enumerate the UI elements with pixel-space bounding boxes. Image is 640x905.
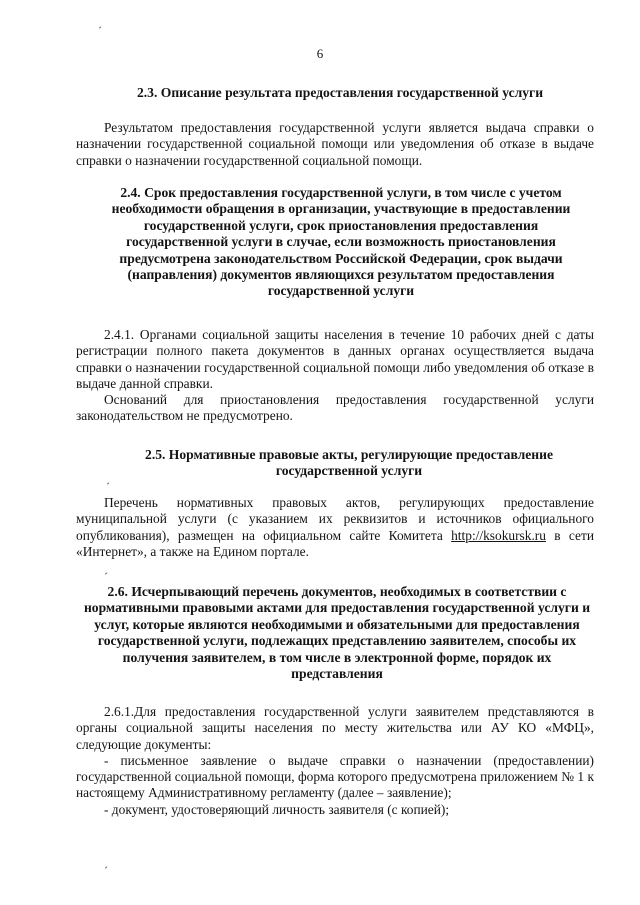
section-2-3-heading: 2.3. Описание результата предоставления государственной услуги [136,85,544,100]
page-number: 6 [316,46,324,61]
section-2-3-text [76,120,594,169]
committee-site-link[interactable]: http://ksokursk.ru [451,527,546,543]
section-2-4-text [76,327,594,425]
section-2-4-1-paragraph: 2.4.1. Органами социальной защиты населения в течение 10 рабочих дней с даты регистрации полного пакета документов в данных органах осуществляется выдача справки о назначении государственной социальной помощи либо уведомления об отказе в выдаче данной справки. [76,327,594,391]
section-2-6-1-paragraph: 2.6.1.Для предоставления государственной услуги заявителем представляются в органы социальной защиты населения по месту жительства или АУ КО «МФЦ», следующие документы: [76,704,594,752]
identity-document-item: - документ, удостоверяющий личность заявителя (с копией); [104,801,450,817]
scan-mark: ˊ [104,570,108,584]
section-2-5-heading: 2.5. Нормативные правовые акты, регулирующие предоставление государственной услуги [145,447,553,479]
section-2-5-text-after-link: в сети «Интернет», а также на Едином портале. [76,527,594,559]
scan-mark: ˊ [98,24,102,38]
section-2-5-text-before-link: Перечень нормативных правовых актов, регулирующих предоставление муниципальной услуги (с указанием их реквизитов и источников официального опубликования), размещен на официальном сайте Комитета [76,495,594,543]
scan-mark: ˊ [106,480,110,494]
scan-mark: ˊ [104,864,108,878]
section-2-3-paragraph: Результатом предоставления государственной услуги является выдача справки о назначении государственной социальной помощи или уведомления об отказе в выдаче справки о назначении государственной социальной помощи. [76,120,594,168]
application-item: - письменное заявление о выдаче справки о назначении (предоставлении) государственной социальной помощи, форма которого предусмотрена приложением № 1 к настоящему Административному регламенту (далее – заявление); [76,752,594,801]
section-2-5-text [76,495,594,560]
section-2-4-heading: 2.4. Срок предоставления государственной услуги, в том числе с учетом необходимости обращения в организации, участвующие в предоставлении государственной услуги, срок приостановления предоставления государственной услуги в случае, если возможность приостановления предусмотрена законодательством Российской Федерации, срок выдачи (направления) документов являющихся результатом предоставления государственной услуги [111,185,571,299]
section-2-6-heading: 2.6. Исчерпывающий перечень документов, необходимых в соответствии с нормативными правовыми актами для предоставления государственной услуги и услуг, которые являются необходимыми и обязательными для предоставления государственной услуги, подлежащих представлению заявителем, способы их получения заявителем, в том числе в электронной форме, порядок их представления [83,584,591,682]
section-2-5-paragraph [76,495,594,560]
section-2-6-text [76,704,594,818]
section-2-4-2-paragraph: Оснований для приостановления предоставления государственной услуги законодательством не предусмотрено. [76,392,594,424]
